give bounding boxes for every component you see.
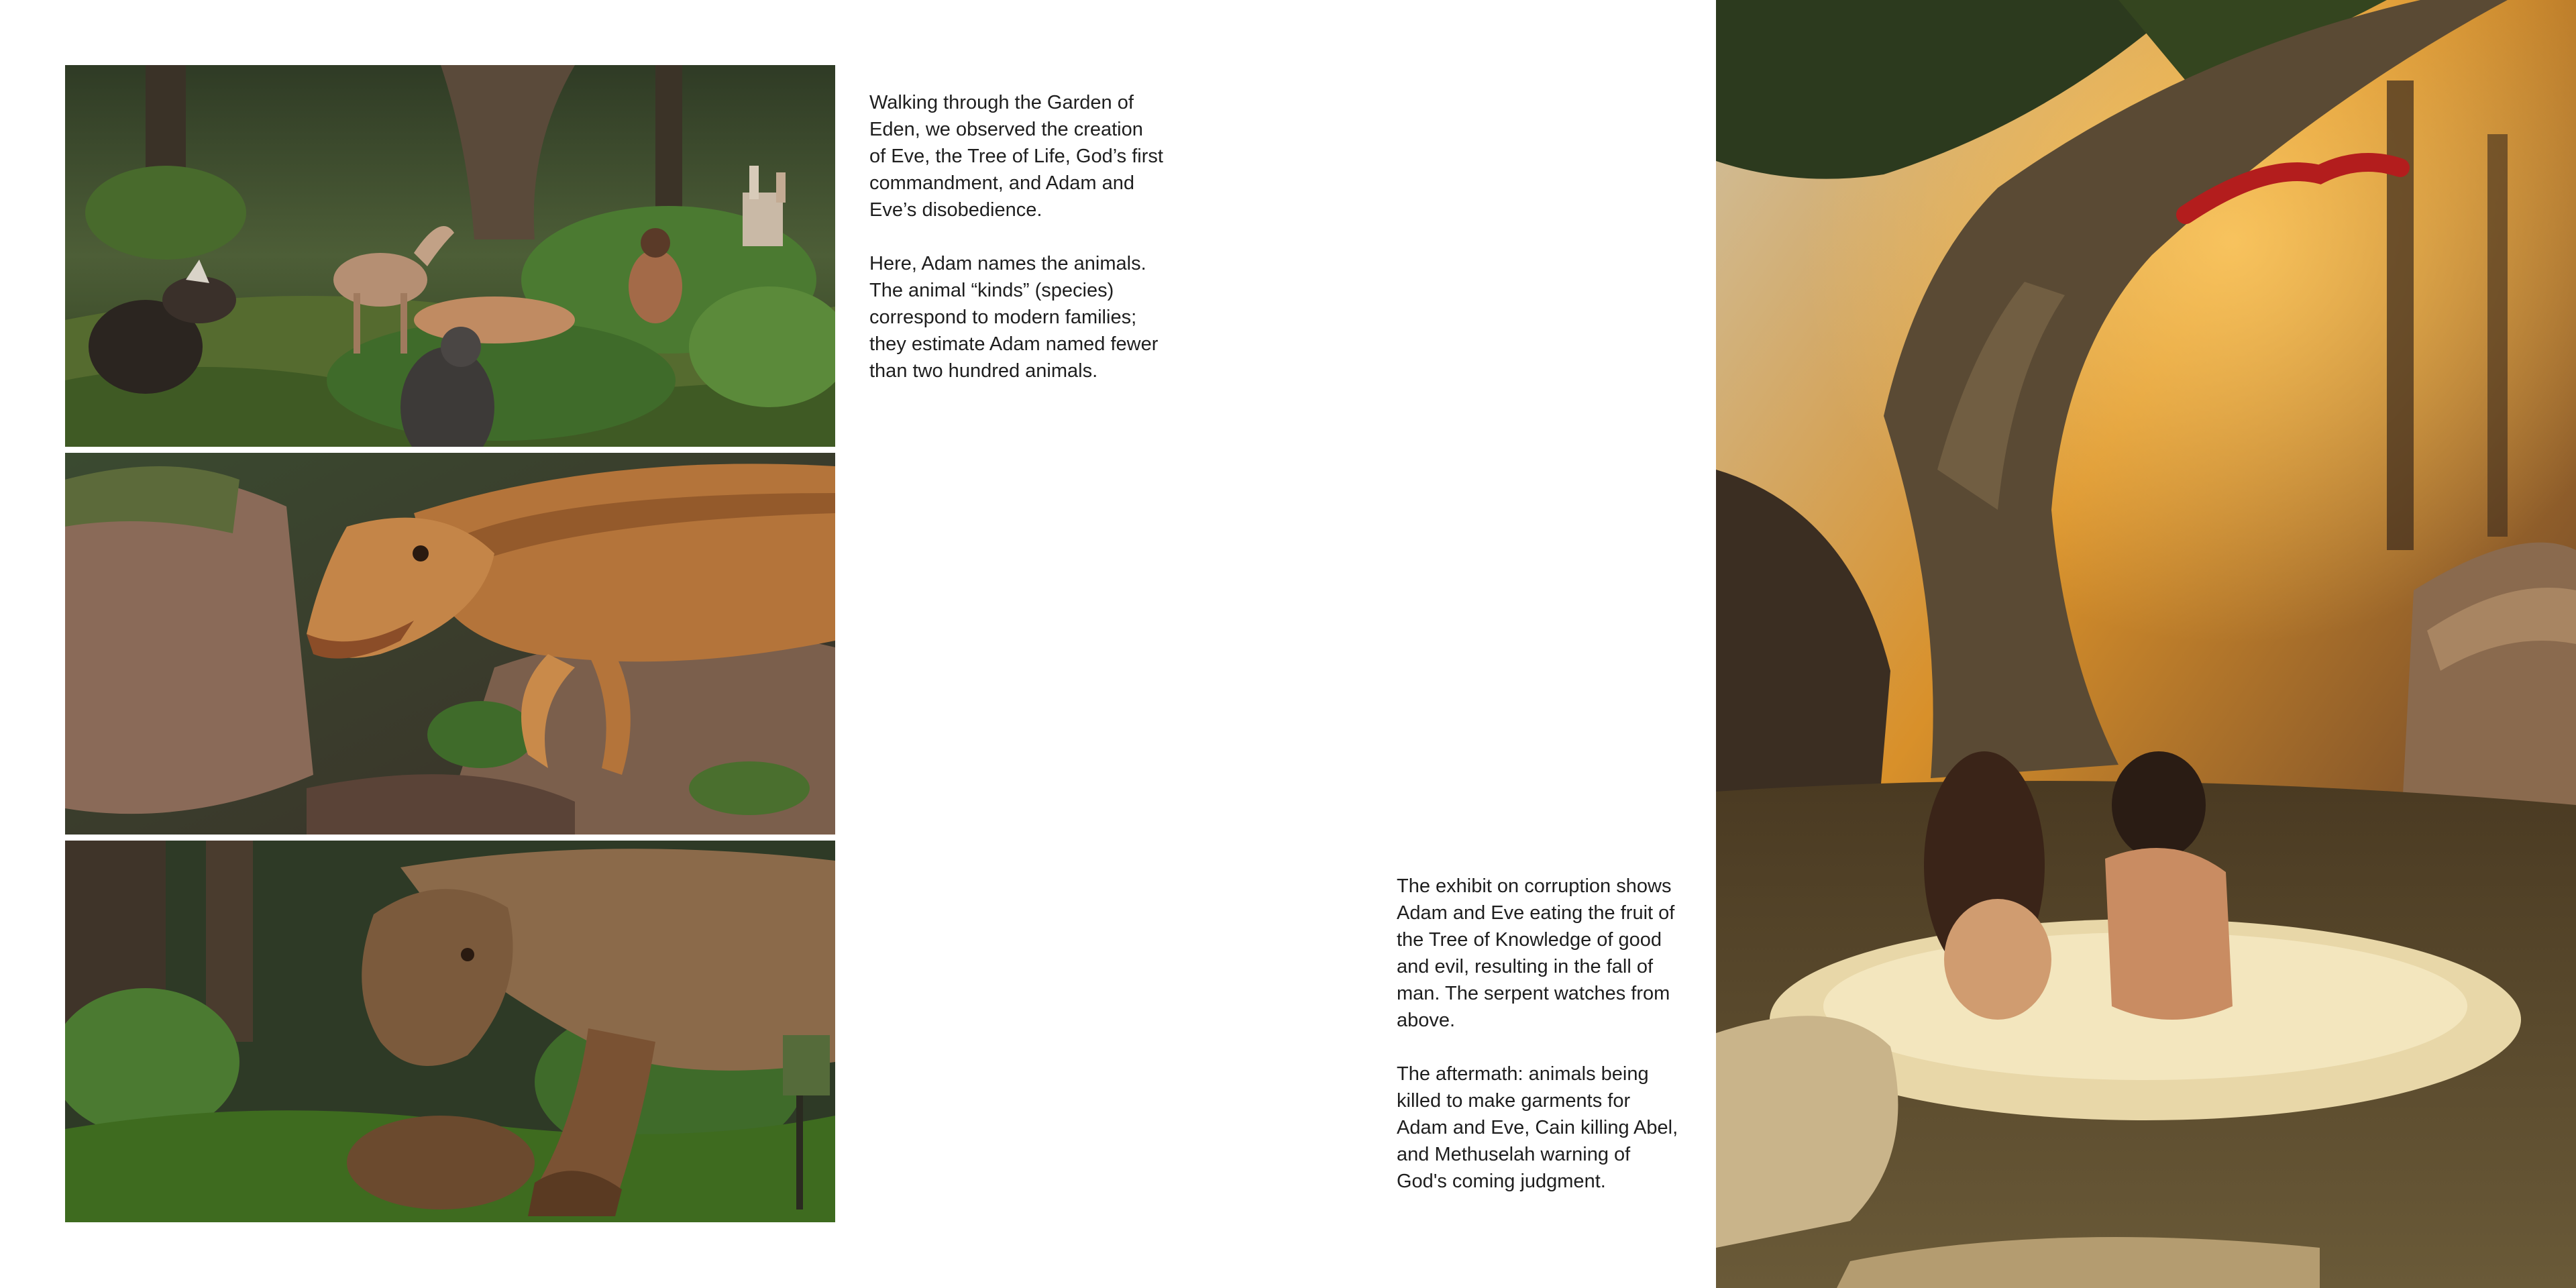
armored-dinosaur-photo [65,841,835,1222]
right-caption [1397,873,1712,1195]
left-caption [869,89,1185,384]
garden-animals-photo [65,65,835,447]
right-caption-paragraph-1: The exhibit on corruption shows Adam and Eve eating the fruit of the Tree of Knowledge of good and evil, resulting in the fall of man. The serpent watches from above. [1397,875,1675,1031]
adam-and-eve-pond-photo [1716,0,2576,1288]
left-caption-paragraph-2: Here, Adam names the animals. The animal “kinds” (species) correspond to modern families; they estimate Adam named fewer than two hundred animals. [869,253,1159,382]
right-caption-paragraph-2: The aftermath: animals being killed to make garments for Adam and Eve, Cain killing Abel, and Methuselah warning of God's coming judgment. [1397,1063,1678,1192]
raptor-photo [65,453,835,835]
left-caption-paragraph-1: Walking through the Garden of Eden, we observed the creation of Eve, the Tree of Life, God’s first commandment, and Adam and Eve’s disobedience. [869,92,1163,221]
